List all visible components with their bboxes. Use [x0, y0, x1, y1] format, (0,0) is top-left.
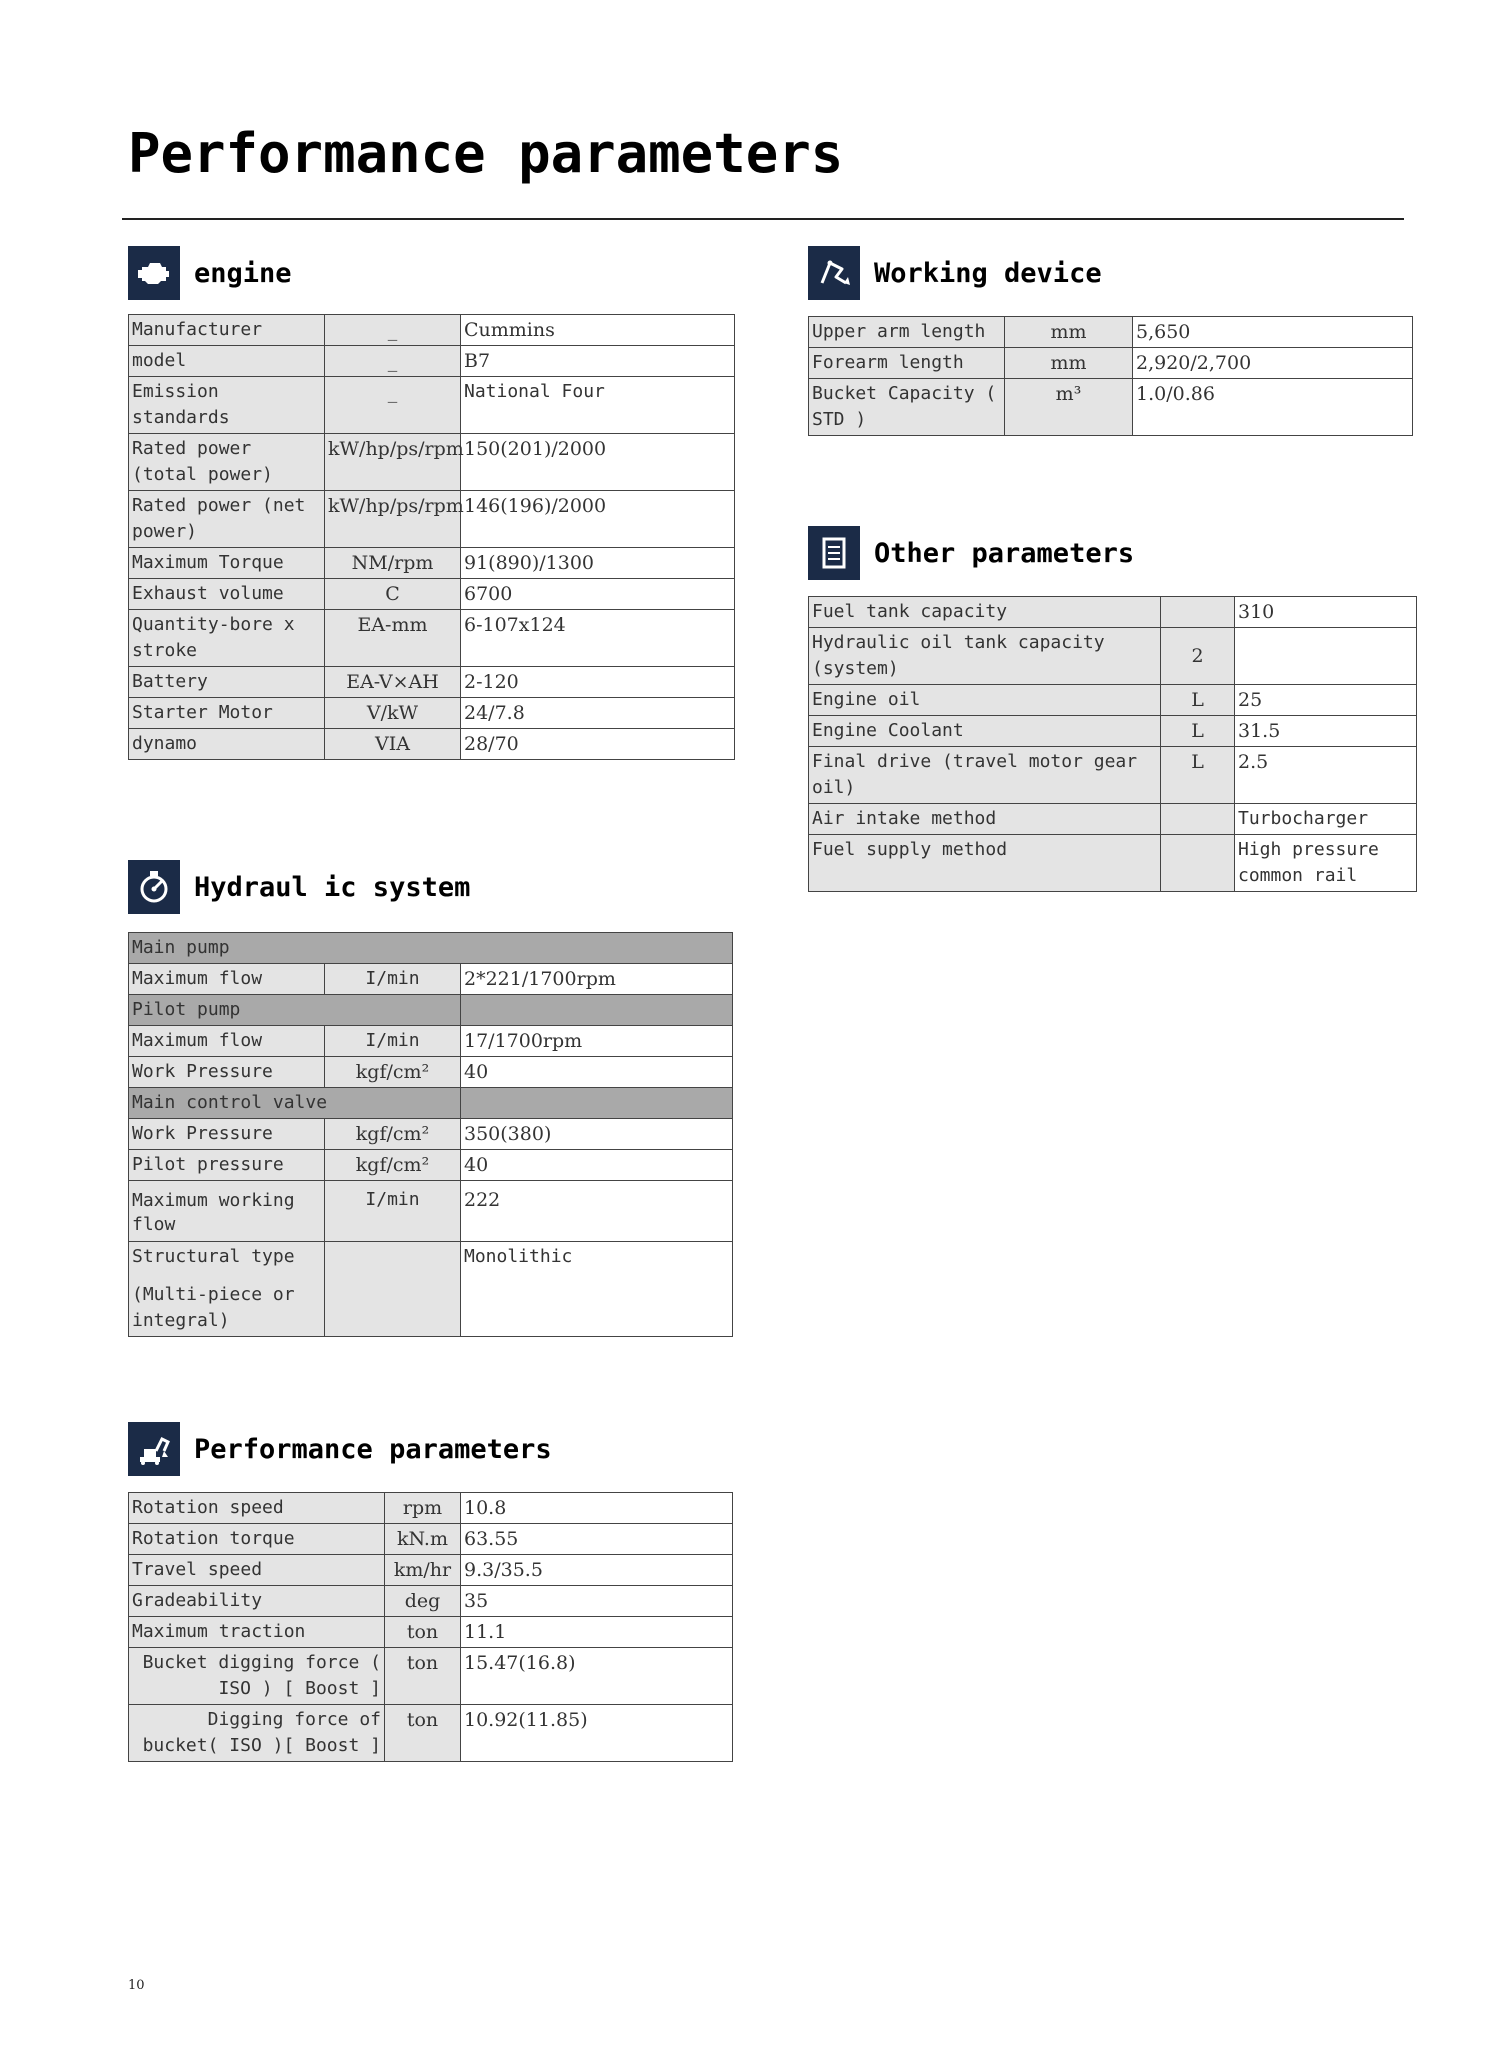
row-value: 350(380): [461, 1119, 733, 1150]
performance-section-header: [128, 1422, 552, 1476]
row-value: 24/7.8: [461, 698, 735, 729]
other-heading: Other parameters: [874, 537, 1135, 569]
row-value: 15.47(16.8): [461, 1648, 733, 1705]
table-row: [129, 1181, 733, 1242]
engine-icon: [128, 246, 180, 300]
table-row: [809, 628, 1417, 685]
row-unit: V/kW: [325, 698, 461, 729]
table-row: [129, 1648, 733, 1705]
row-value: 146(196)/2000: [461, 491, 735, 548]
table-row: [129, 377, 735, 434]
row-value: 31.5: [1235, 716, 1417, 747]
engine-section-header: [128, 246, 292, 300]
row-value: 40: [461, 1150, 733, 1181]
row-value: 2,920/2,700: [1133, 348, 1413, 379]
row-label: Air intake method: [809, 804, 1161, 835]
row-label: Maximum flow: [129, 964, 325, 995]
row-value: High pressure common rail: [1235, 835, 1417, 892]
row-label: Hydraulic oil tank capacity (system): [809, 628, 1161, 685]
working-device-heading: Working device: [874, 257, 1102, 289]
row-label: dynamo: [129, 729, 325, 760]
table-row: [809, 716, 1417, 747]
table-row: [129, 1242, 733, 1337]
hydraulic-table: [128, 932, 733, 1337]
performance-table: [128, 1492, 733, 1762]
row-unit: 2: [1161, 628, 1235, 685]
row-unit: mm: [1005, 317, 1133, 348]
engine-table: [128, 314, 735, 760]
row-unit: L: [1161, 716, 1235, 747]
row-unit: C: [325, 579, 461, 610]
row-value: B7: [461, 346, 735, 377]
row-unit: EA-V×AH: [325, 667, 461, 698]
table-row: [129, 548, 735, 579]
row-label: Work Pressure: [129, 1057, 325, 1088]
row-unit: [1161, 804, 1235, 835]
table-row: [129, 1026, 733, 1057]
row-label: Emission standards: [129, 377, 325, 434]
row-value: 10.8: [461, 1493, 733, 1524]
row-unit: kW/hp/ps/rpm: [325, 434, 461, 491]
row-value: 91(890)/1300: [461, 548, 735, 579]
table-row: [809, 317, 1413, 348]
engine-heading: engine: [194, 257, 292, 289]
structural-type-line2: (Multi-piece or integral): [132, 1284, 295, 1331]
table-row: [129, 1586, 733, 1617]
table-row: [129, 579, 735, 610]
other-section-header: [808, 526, 1134, 580]
row-label: Final drive (travel motor gear oil): [809, 747, 1161, 804]
row-label: Travel speed: [129, 1555, 385, 1586]
row-value: 11.1: [461, 1617, 733, 1648]
row-label: Fuel tank capacity: [809, 597, 1161, 628]
other-parameters-table: [808, 596, 1417, 892]
table-row: [129, 610, 735, 667]
row-unit: kgf/cm²: [325, 1057, 461, 1088]
table-row: [129, 1493, 733, 1524]
group-pilot-pump: Pilot pump: [129, 995, 461, 1026]
row-label: Maximum Torque: [129, 548, 325, 579]
table-row: [129, 729, 735, 760]
row-unit: _: [325, 315, 461, 346]
group-control-valve: Main control valve: [129, 1088, 461, 1119]
row-value: 222: [461, 1181, 733, 1242]
row-value: 10.92(11.85): [461, 1705, 733, 1762]
row-unit: [1161, 835, 1235, 892]
row-label: Upper arm length: [809, 317, 1005, 348]
table-row: [129, 1555, 733, 1586]
table-row: [809, 597, 1417, 628]
table-row: [809, 804, 1417, 835]
row-unit: I/min: [325, 1026, 461, 1057]
row-value: 17/1700rpm: [461, 1026, 733, 1057]
table-row: [129, 434, 735, 491]
row-label: Starter Motor: [129, 698, 325, 729]
row-unit: ton: [385, 1648, 461, 1705]
row-unit: L: [1161, 747, 1235, 804]
hydraulic-heading: Hydraul ic system: [194, 871, 471, 903]
row-label: Quantity-bore x stroke: [129, 610, 325, 667]
row-label: Exhaust volume: [129, 579, 325, 610]
row-unit: deg: [385, 1586, 461, 1617]
row-label: Pilot pressure: [129, 1150, 325, 1181]
row-value: National Four: [461, 377, 735, 434]
table-row: [809, 747, 1417, 804]
row-unit: kN.m: [385, 1524, 461, 1555]
row-unit: rpm: [385, 1493, 461, 1524]
excavator-icon: [128, 1422, 180, 1476]
table-row: [129, 667, 735, 698]
table-row: [129, 933, 733, 964]
page-number: 10: [128, 1978, 145, 1993]
row-unit: _: [325, 346, 461, 377]
row-label: Engine oil: [809, 685, 1161, 716]
table-row: [129, 1119, 733, 1150]
row-unit: m³: [1005, 379, 1133, 436]
document-icon: [808, 526, 860, 580]
row-unit: kgf/cm²: [325, 1119, 461, 1150]
table-row: [129, 1705, 733, 1762]
row-label: Engine Coolant: [809, 716, 1161, 747]
row-label: Battery: [129, 667, 325, 698]
row-value: 2-120: [461, 667, 735, 698]
row-unit: EA-mm: [325, 610, 461, 667]
row-unit: L: [1161, 685, 1235, 716]
table-row: [809, 379, 1413, 436]
title-divider: [122, 218, 1404, 220]
row-value: Monolithic: [461, 1242, 733, 1337]
row-value: 25: [1235, 685, 1417, 716]
row-unit: NM/rpm: [325, 548, 461, 579]
row-label: Rotation speed: [129, 1493, 385, 1524]
row-value: 6700: [461, 579, 735, 610]
table-row: [129, 346, 735, 377]
hydraulic-section-header: [128, 860, 470, 914]
row-unit: I/min: [325, 1181, 461, 1242]
row-label: Gradeability: [129, 1586, 385, 1617]
row-unit: _: [325, 377, 461, 434]
row-label: Rated power (total power): [129, 434, 325, 491]
table-row: [129, 1524, 733, 1555]
row-unit: [325, 1242, 461, 1337]
row-unit: [1161, 597, 1235, 628]
row-label: Rotation torque: [129, 1524, 385, 1555]
row-label: Fuel supply method: [809, 835, 1161, 892]
row-value: 40: [461, 1057, 733, 1088]
row-label: [129, 1242, 325, 1337]
table-row: [129, 964, 733, 995]
row-label: Manufacturer: [129, 315, 325, 346]
table-row: [129, 995, 733, 1026]
row-value: [1235, 628, 1417, 685]
row-label: Bucket digging force ( ISO ) [ Boost ]: [129, 1648, 385, 1705]
row-unit: kW/hp/ps/rpm: [325, 491, 461, 548]
row-value: 35: [461, 1586, 733, 1617]
row-value: 9.3/35.5: [461, 1555, 733, 1586]
row-label: Maximum working flow: [129, 1181, 325, 1242]
page-title: Performance parameters: [128, 122, 844, 185]
table-row: [129, 1617, 733, 1648]
row-value: 2.5: [1235, 747, 1417, 804]
group-blank-cell: [461, 995, 733, 1026]
row-value: 310: [1235, 597, 1417, 628]
row-value: Cummins: [461, 315, 735, 346]
boom-arm-icon: [808, 246, 860, 300]
table-row: [129, 698, 735, 729]
row-label: Maximum traction: [129, 1617, 385, 1648]
table-row: [809, 835, 1417, 892]
row-label: Bucket Capacity ( STD ): [809, 379, 1005, 436]
row-unit: I/min: [325, 964, 461, 995]
row-unit: VIA: [325, 729, 461, 760]
row-unit: kgf/cm²: [325, 1150, 461, 1181]
row-unit: ton: [385, 1705, 461, 1762]
row-value: 2*221/1700rpm: [461, 964, 733, 995]
row-value: Turbocharger: [1235, 804, 1417, 835]
row-label: model: [129, 346, 325, 377]
table-row: [129, 315, 735, 346]
row-label: Work Pressure: [129, 1119, 325, 1150]
row-value: 150(201)/2000: [461, 434, 735, 491]
row-unit: ton: [385, 1617, 461, 1648]
group-blank-cell: [461, 1088, 733, 1119]
row-value: 28/70: [461, 729, 735, 760]
row-label: Rated power (net power): [129, 491, 325, 548]
row-value: 6-107x124: [461, 610, 735, 667]
structural-type-line1: Structural type: [132, 1246, 295, 1267]
working-device-table: [808, 316, 1413, 436]
row-label: Forearm length: [809, 348, 1005, 379]
table-row: [129, 1150, 733, 1181]
row-unit: km/hr: [385, 1555, 461, 1586]
row-value: 5,650: [1133, 317, 1413, 348]
row-label: Maximum flow: [129, 1026, 325, 1057]
working-device-section-header: [808, 246, 1102, 300]
gauge-icon: [128, 860, 180, 914]
row-value: 63.55: [461, 1524, 733, 1555]
table-row: [129, 1088, 733, 1119]
table-row: [809, 685, 1417, 716]
table-row: [809, 348, 1413, 379]
group-main-pump: Main pump: [129, 933, 733, 964]
performance-heading: Performance parameters: [194, 1433, 552, 1465]
row-unit: mm: [1005, 348, 1133, 379]
table-row: [129, 491, 735, 548]
row-value: 1.0/0.86: [1133, 379, 1413, 436]
row-label: Digging force of bucket( ISO )[ Boost ]: [129, 1705, 385, 1762]
table-row: [129, 1057, 733, 1088]
